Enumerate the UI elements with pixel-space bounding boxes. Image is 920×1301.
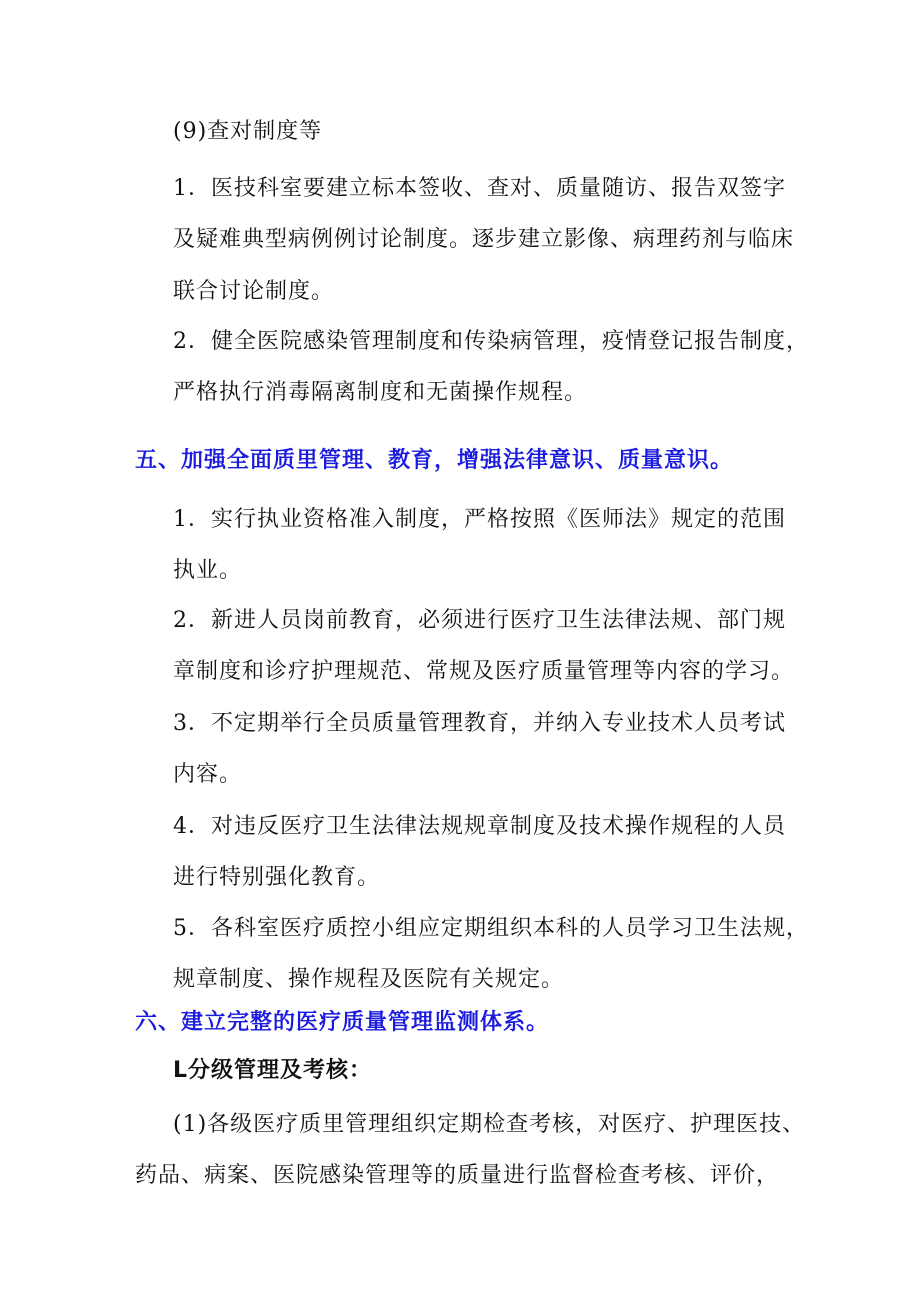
item-4-line-1: 4．对违反医疗卫生法律法规规章制度及技术操作规程的人员 — [173, 814, 786, 839]
item-5-line-2: 规章制度、操作规程及医院有关规定。 — [173, 967, 565, 992]
item-3-line-1: 3．不定期举行全员质量管理教育，并纳入专业技术人员考试 — [173, 711, 786, 736]
subitem-1-line-1: (1)各级医疗质里管理组织定期检查考核，对医疗、护理医技、 — [173, 1112, 806, 1137]
item-5-line-1: 5．各科室医疗质控小组应定期组织本科的人员学习卫生法规， — [173, 916, 809, 941]
paragraph-2-line-2: 严格执行消毒隔离制度和无菌操作规程。 — [173, 380, 588, 405]
item-1-line-2: 执业。 — [173, 558, 243, 583]
subheading-level-management: L分级管理及考核： — [173, 1058, 373, 1083]
paragraph-2-line-1: 2．健全医院感染管理制度和传染病管理，疫情登记报告制度， — [173, 329, 809, 354]
item-2-line-2: 章制度和诊疗护理规范、常规及医疗质量管理等内容的学习。 — [173, 659, 795, 684]
section-heading-5: 五、加强全面质里管理、教育，增强法律意识、质量意识。 — [135, 448, 734, 473]
item-2-line-1: 2．新进人员岗前教育，必须进行医疗卫生法律法规、部门规 — [173, 608, 786, 633]
paragraph-1-line-2: 及疑难典型病例例讨论制度。逐步建立影像、病理药剂与临床 — [173, 227, 795, 252]
item-3-line-2: 内容。 — [173, 762, 243, 787]
subitem-1-line-2: 药品、病案、医院感染管理等的质量进行监督检查考核、评价， — [135, 1163, 780, 1188]
paragraph-1-line-1: 1．医技科室要建立标本签收、查对、质量随访、报告双签字 — [173, 176, 786, 201]
item-1-line-1: 1．实行执业资格准入制度，严格按照《医师法》规定的范围 — [173, 507, 786, 532]
item-4-line-2: 进行特别强化教育。 — [173, 865, 381, 890]
section-heading-6: 六、建立完整的医疗质量管理监测体系。 — [135, 1010, 550, 1035]
paragraph-1-line-3: 联合讨论制度。 — [173, 279, 335, 304]
list-item-check-system: (9)查对制度等 — [173, 119, 323, 144]
